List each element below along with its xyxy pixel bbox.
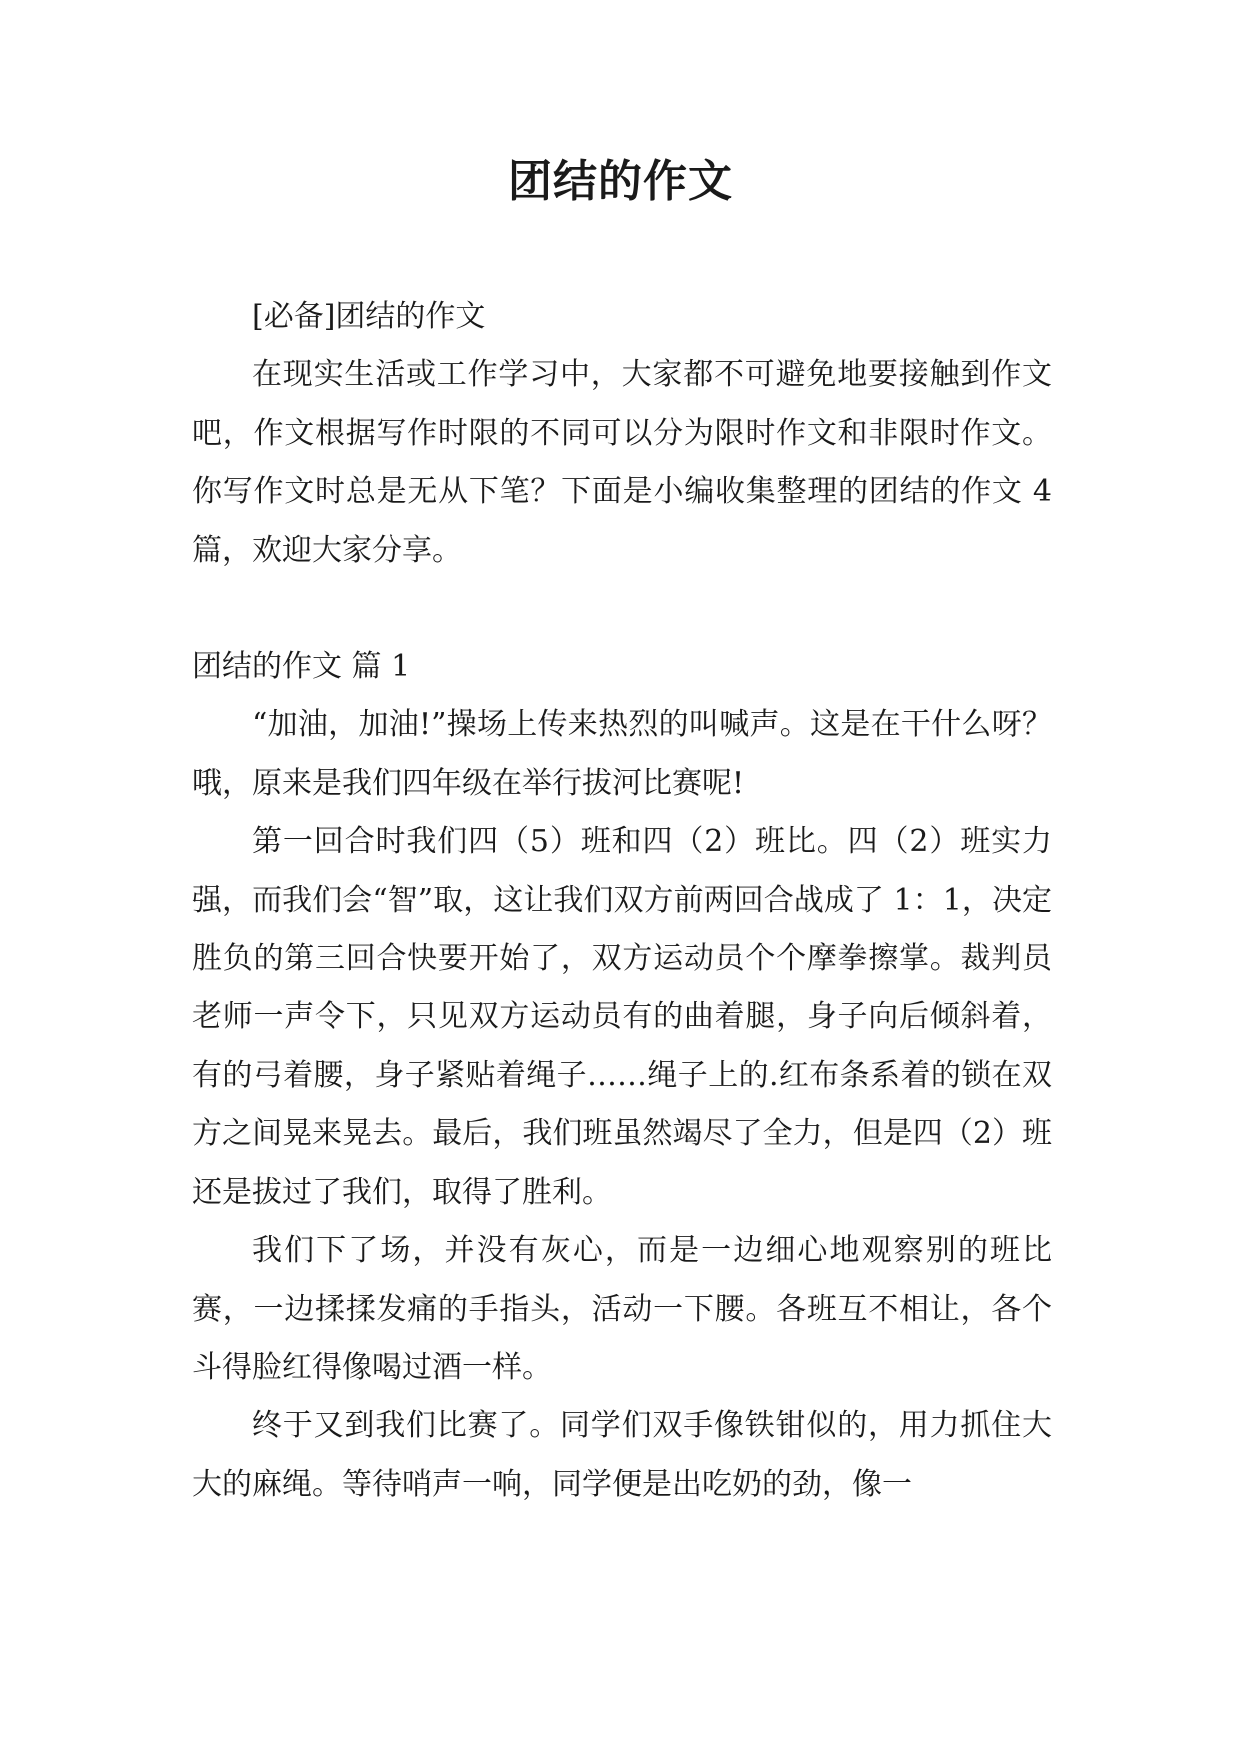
- document-body: [192, 288, 1052, 1514]
- section-paragraph: “加油，加油!”操场上传来热烈的叫喊声。这是在干什么呀？哦，原来是我们四年级在举行拔河比赛呢!: [192, 707, 1052, 801]
- document-title: 团结的作文: [508, 156, 733, 207]
- intro-paragraph: 在现实生活或工作学习中，大家都不可避免地要接触到作文吧，作文根据写作时限的不同可以分为限时作文和非限时作文。你写作文时总是无从下笔？下面是小编收集整理的团结的作文 4 篇，欢迎大家分享。: [192, 357, 1052, 568]
- section-heading: 团结的作文 篇 1: [192, 649, 411, 685]
- intro-label: [必备]团结的作文: [252, 299, 486, 334]
- section-paragraph: 我们下了场，并没有灰心，而是一边细心地观察别的班比赛，一边揉揉发痛的手指头，活动一下腰。各班互不相让，各个斗得脸红得像喝过酒一样。: [192, 1233, 1052, 1385]
- section-paragraph: 第一回合时我们四（5）班和四（2）班比。四（2）班实力强，而我们会“智”取，这让我们双方前两回合战成了 1：1，决定胜负的第三回合快要开始了，双方运动员个个摩拳擦掌。裁判员老师一声令下，只见双方运动员有的曲着腿，身子向后倾斜着，有的弓着腰，身子紧贴着绳子……绳子上的.红布条系着的锁在双方之间晃来晃去。最后，我们班虽然竭尽了全力，但是四（2）班还是拔过了我们，取得了胜利。: [192, 824, 1052, 1210]
- section-paragraph: 终于又到我们比赛了。同学们双手像铁钳似的，用力抓住大大的麻绳。等待哨声一响，同学便是出吃奶的劲，像一: [192, 1408, 1052, 1502]
